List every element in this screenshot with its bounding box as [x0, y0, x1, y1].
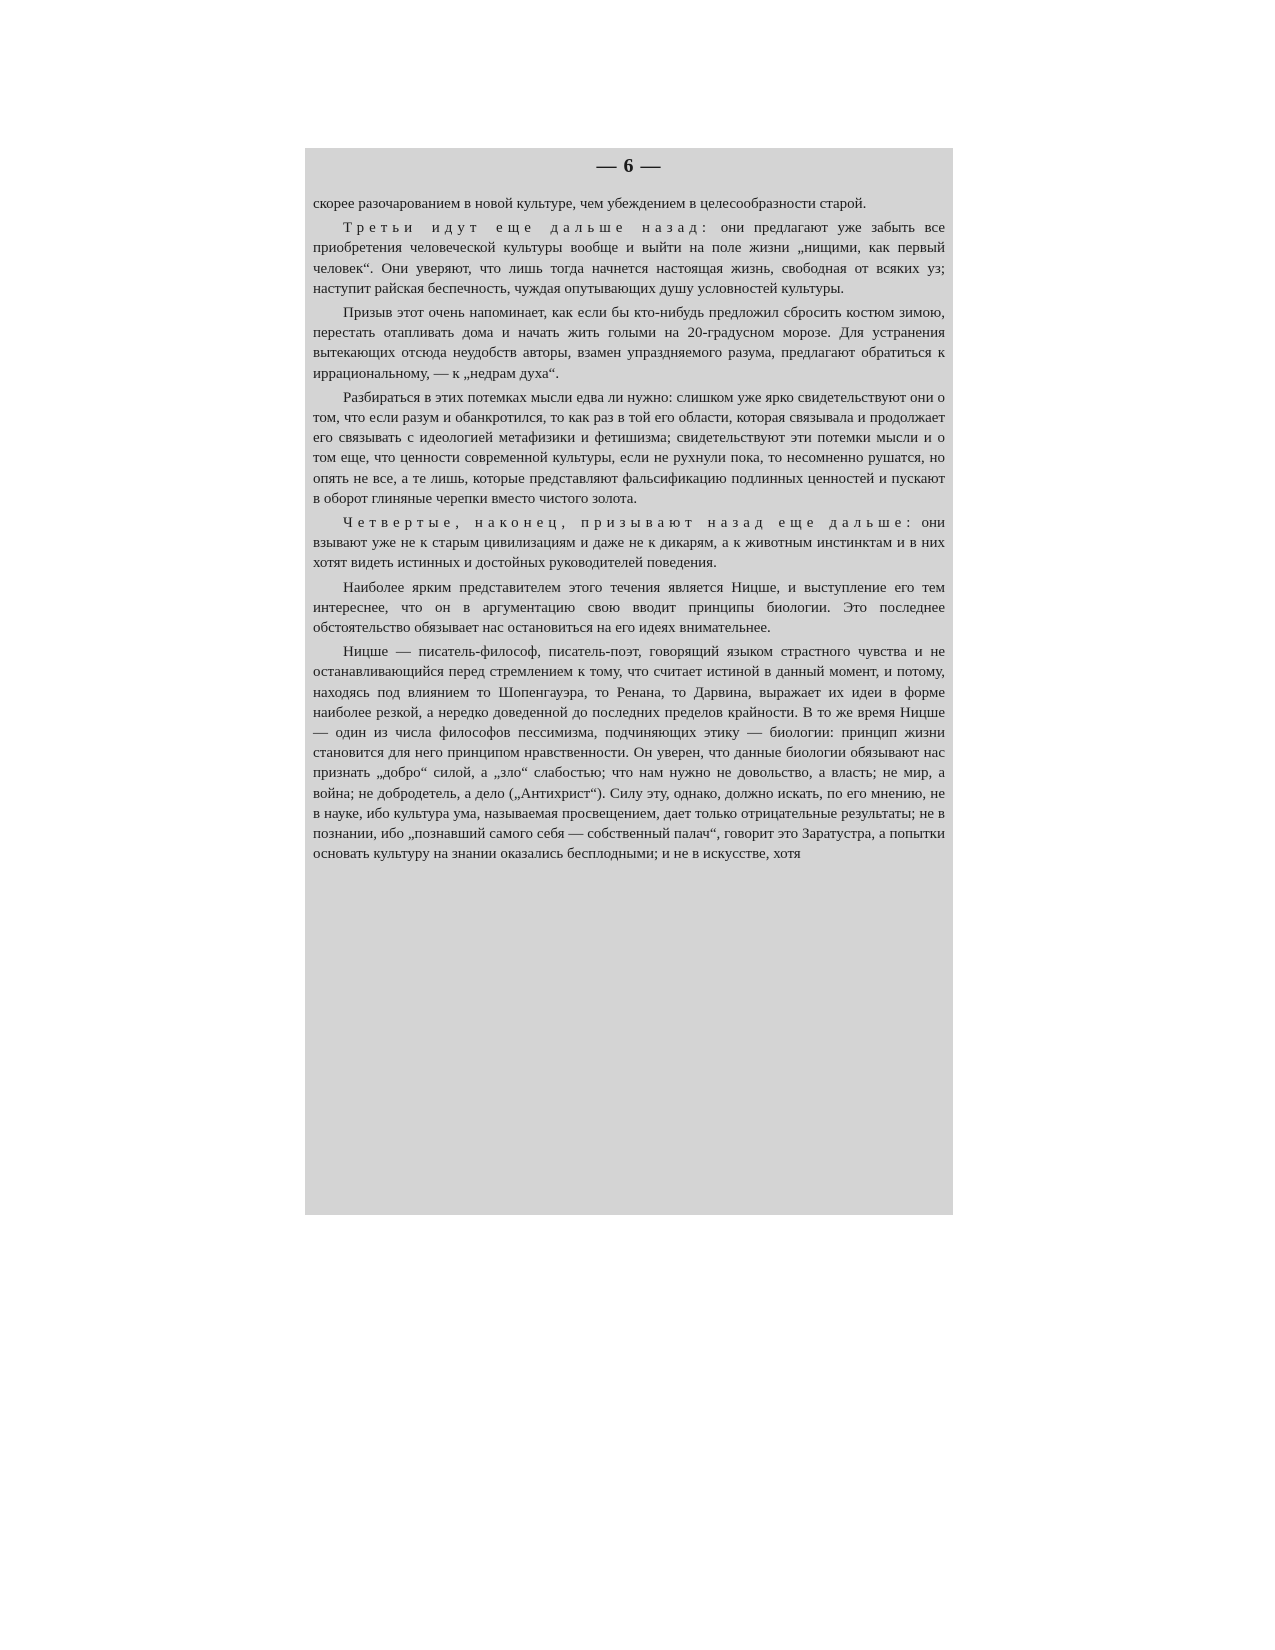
paragraph-5-text: они взывают уже не к старым цивилизациям и даже не к дикарям, а к животным инстинктам и в них хотят видеть истинных и достойных руководителей поведения.: [313, 515, 945, 572]
paragraph-5: [313, 513, 945, 574]
paragraph-7: [313, 642, 945, 864]
paragraph-3: [313, 303, 945, 384]
paragraph-7-text: Ницше — писатель-философ, писатель-поэт, говорящий языком страстного чувства и не останавливающийся перед стремлением к тому, что считает истиной в данный момент, и потому, находясь под влиянием то Шопенгауэра, то Ренана, то Дарвина, выражает их идеи в форме наиболее резкой, а нередко доведенной до последних пределов крайности. В то же время Ницше — один из числа философов пессимизма, подчиняющих этику — биологии: принцип жизни становится для него принципом нравственности. Он уверен, что данные биологии обязывают нас признать „добро“ силой, а „зло“ слабостью; что нам нужно не довольство, а власть; не мир, а война; не добродетель, а дело („Антихрист“). Силу эту, однако, должно искать, по его мнению, не в науке, ибо культура ума, называемая просвещением, дает только отрицательные результаты; не в познании, ибо „познавший самого себя — собственный палач“, говорит это Заратустра, а попытки основать культуру на знании оказались бесплодными; и не в искусстве, хотя: [313, 644, 945, 863]
page-number: — 6 —: [596, 155, 662, 177]
scanned-page: [305, 148, 953, 1215]
paragraph-1-text: скорее разочарованием в новой культуре, чем убеждением в целесообразности старой.: [313, 196, 867, 212]
paragraph-4: [313, 388, 945, 509]
paragraph-4-text: Разбираться в этих потемках мысли едва ли нужно: слишком уже ярко свидетельствуют они о том, что если разум и обанкротился, то как раз в той его области, которая связывала и продолжает его связывать с идеологией метафизики и фетишизма; свидетельствуют эти потемки мысли и о том еще, что ценности современной культуры, если не рухнули пока, то несомненно рушатся, но опять не все, а те лишь, которые представляют фальсификацию подлинных ценностей и пускают в оборот глиняные черепки вместо чистого золота.: [313, 389, 945, 507]
paragraph-2-text: они предлагают уже забыть все приобретения человеческой культуры вообще и выйти на поле жизни „нищими, как первый человек“. Они уверяют, что лишь тогда начнется настоящая жизнь, свободная от всяких уз; наступит райская беспечность, чуждая опутывающих душу условностей культуры.: [313, 220, 946, 297]
paragraph-6: [313, 578, 945, 639]
paragraph-1: [313, 194, 945, 214]
paragraph-2-lead: Третьи идут еще дальше назад:: [343, 220, 712, 237]
paragraph-5-lead: Четвертые, наконец, призывают назад еще дальше:: [343, 515, 916, 532]
paragraph-2: [313, 218, 945, 299]
paragraph-3-text: Призыв этот очень напоминает, как если бы кто-нибудь предложил сбросить костюм зимою, перестать отапливать дома и начать жить голыми на 20-градусном морозе. Для устранения вытекающих отсюда неудобств авторы, взамен упраздняемого разума, предлагают обратиться к иррациональному, — к „недрам духа“.: [313, 305, 945, 382]
paragraph-6-text: Наиболее ярким представителем этого течения является Ницше, и выступление его тем интереснее, что он в аргументацию свою вводит принципы биологии. Это последнее обстоятельство обязывает нас остановиться на его идеях внимательнее.: [313, 579, 945, 637]
